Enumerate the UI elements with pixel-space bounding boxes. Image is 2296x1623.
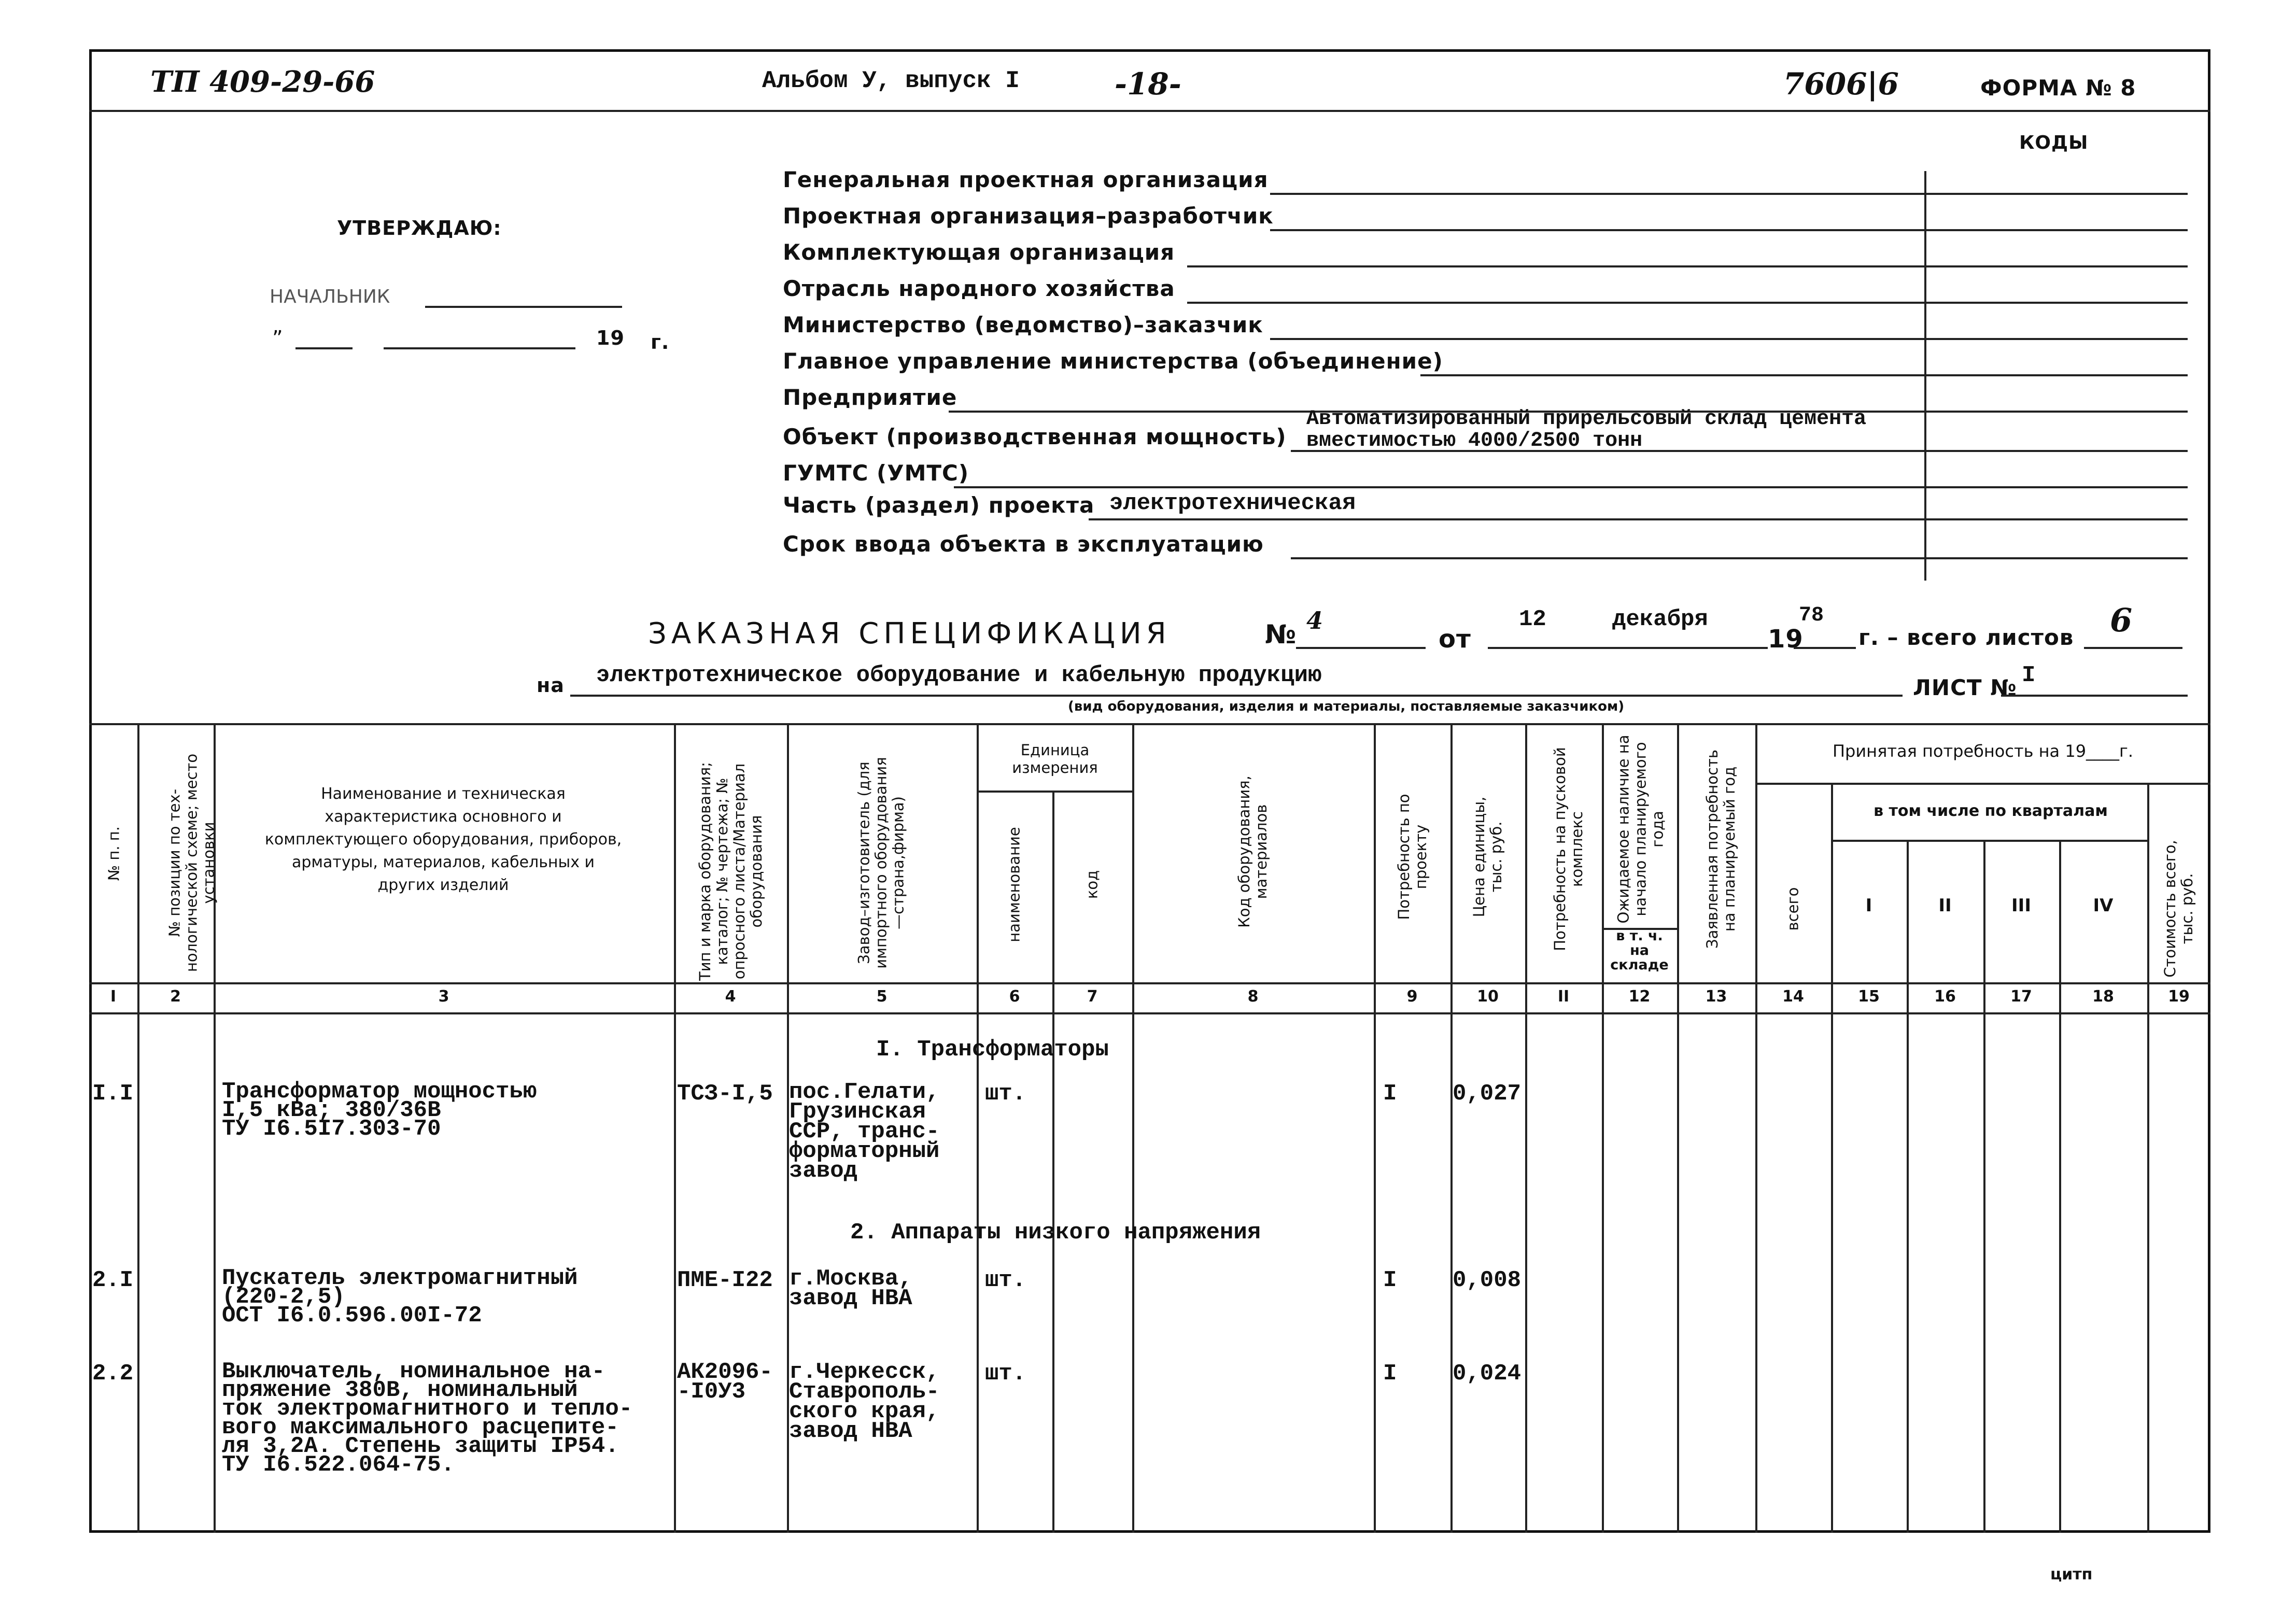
row-number: 2.I bbox=[92, 1267, 134, 1293]
col-head-quarters-group: в том числе по кварталам bbox=[1874, 802, 2108, 820]
row-maker: г.Москва, завод НВА bbox=[789, 1266, 912, 1311]
col-number: 18 bbox=[2092, 987, 2114, 1006]
approve-signature-line bbox=[425, 306, 622, 308]
field-line-ministry bbox=[1270, 338, 2188, 340]
col-line-10 bbox=[1525, 723, 1527, 1533]
row-unit: шт. bbox=[985, 1081, 1026, 1107]
row-name: Трансформатор мощностью I,5 кВа; 380/36В ТУ I6.5I7.303-70 bbox=[222, 1079, 537, 1142]
row-maker: г.Черкесск, Ставрополь- ского края, завод НВА bbox=[789, 1359, 940, 1444]
field-label-enterprise: Предприятие bbox=[783, 385, 957, 410]
inventory-number: 7606|6 bbox=[1783, 66, 1899, 102]
spec-year: 78 bbox=[1799, 604, 1824, 627]
col-number: 15 bbox=[1858, 987, 1880, 1006]
spec-on-label: на bbox=[537, 674, 565, 697]
spec-subject-hint: (вид оборудования, изделия и материалы, поставляемые заказчиком) bbox=[1068, 699, 1625, 714]
col-line-12 bbox=[1677, 723, 1679, 1533]
row-number: 2.2 bbox=[92, 1361, 134, 1387]
col-head-17: III bbox=[2011, 895, 2031, 916]
col-number: 12 bbox=[1628, 987, 1651, 1006]
col-number: 16 bbox=[1934, 987, 1956, 1006]
approve-year-prefix: 19 bbox=[596, 327, 625, 349]
spec-sheet-label: ЛИСТ № bbox=[1913, 675, 2017, 700]
col-line-8 bbox=[1374, 723, 1376, 1533]
col-head-2: № позиции по технологической схеме; место установки bbox=[165, 753, 218, 972]
row-qty: I bbox=[1383, 1267, 1397, 1293]
col-line-18 bbox=[2147, 783, 2149, 1533]
col-number: 14 bbox=[1782, 987, 1804, 1006]
col-head-12: Ожидаемое наличие на начало планируемого года bbox=[1614, 735, 1667, 924]
col-number: II bbox=[1557, 987, 1570, 1006]
col-head-6: наименование bbox=[1005, 827, 1023, 942]
spec-sheet-line bbox=[2001, 695, 2188, 697]
spec-no-label: № bbox=[1265, 619, 1297, 650]
field-label-supply-org: Комплектующая организация bbox=[783, 239, 1175, 265]
spec-year-suffix: г. – всего листов bbox=[1858, 625, 2074, 650]
col-number: 10 bbox=[1477, 987, 1499, 1006]
field-label-main-directorate: Главное управление министерства (объединение) bbox=[783, 348, 1443, 374]
col-head-11: Потребность на пусковой комплекс bbox=[1551, 747, 1586, 951]
col-head-accepted-group: Принятая потребность на 19____г. bbox=[1832, 741, 2134, 761]
approve-position: НАЧАЛЬНИК bbox=[270, 286, 390, 307]
page-number: -18- bbox=[1115, 66, 1181, 102]
spec-sheets-line bbox=[2084, 647, 2182, 649]
field-label-general-org: Генеральная проектная организация bbox=[783, 167, 1269, 192]
row-qty: I bbox=[1383, 1361, 1397, 1387]
table-numbers-bottom bbox=[89, 1012, 2210, 1014]
spec-from-label: от bbox=[1439, 625, 1471, 654]
col-line-11 bbox=[1602, 723, 1604, 1533]
col-number: 4 bbox=[725, 987, 736, 1006]
row-unit: шт. bbox=[985, 1361, 1026, 1387]
spec-no-value: 4 bbox=[1306, 606, 1323, 634]
col-head-9: Потребность по проекту bbox=[1395, 794, 1430, 920]
col-number: 7 bbox=[1087, 987, 1098, 1006]
field-line-commissioning bbox=[1291, 557, 2188, 559]
col-head-5: Завод–изготовитель (для импортного оборудования —страна,фирма) bbox=[855, 757, 907, 969]
row-maker: пос.Гелати, Грузинская ССР, транс- форматорный завод bbox=[789, 1079, 940, 1184]
col-head-1: № п. п. bbox=[105, 826, 123, 881]
field-line-object bbox=[1291, 450, 2188, 452]
approve-title: УТВЕРЖДАЮ: bbox=[337, 217, 502, 239]
col-head-13: Заявленная потребность на планируемый год bbox=[1703, 750, 1738, 949]
approve-month-line bbox=[384, 347, 575, 349]
col-line-16 bbox=[1983, 840, 1985, 1533]
row-price: 0,027 bbox=[1453, 1081, 1522, 1107]
col-number: 9 bbox=[1406, 987, 1418, 1006]
col-number: 2 bbox=[170, 987, 181, 1006]
table-top bbox=[89, 723, 2210, 725]
row-name: Выключатель, номинальное на- пряжение 380В, номинальный ток электромагнитного и тепло- вого максимального расцепите- ля 3,2А. Степень защиты IP54. ТУ I6.522.064-75. bbox=[222, 1359, 633, 1478]
row-unit: шт. bbox=[985, 1267, 1026, 1293]
spec-day: 12 bbox=[1519, 606, 1546, 632]
spec-subject: электротехническое оборудование и кабельную продукцию bbox=[596, 662, 1322, 688]
spec-title: ЗАКАЗНАЯ СПЕЦИФИКАЦИЯ bbox=[648, 617, 1171, 651]
quarters-group-line bbox=[1831, 840, 2147, 842]
field-label-ministry: Министерство (ведомство)–заказчик bbox=[783, 312, 1263, 337]
approve-date-quote: ” bbox=[272, 327, 283, 350]
field-line-project-part bbox=[1089, 518, 2188, 520]
field-value-project-part: электротехническая bbox=[1109, 490, 1356, 516]
col-head-19: Стоимость всего, тыс. руб. bbox=[2161, 840, 2196, 978]
field-label-commissioning: Срок ввода объекта в эксплуатацию bbox=[783, 531, 1264, 557]
footer-stamp: цитп bbox=[2050, 1565, 2093, 1584]
spec-month: декабря bbox=[1612, 606, 1708, 632]
col-number: 3 bbox=[438, 987, 449, 1006]
col-line-6 bbox=[1052, 791, 1054, 1533]
field-value-object: Автоматизированный прирельсовый склад цемента вместимостью 4000/2500 тонн bbox=[1306, 407, 1867, 453]
field-label-project-part: Часть (раздел) проекта bbox=[783, 492, 1095, 518]
col-number: I bbox=[110, 987, 117, 1006]
header-divider bbox=[89, 110, 2210, 112]
spec-no-line bbox=[1296, 647, 1426, 649]
col-head-4: Тип и марка оборудования; каталог; № чертежа; № опросного листа/Материал оборудования bbox=[696, 762, 765, 981]
field-line-main-directorate bbox=[1420, 374, 2188, 376]
album-title: Альбом У, выпуск I bbox=[762, 67, 1020, 94]
section-title: 2. Аппараты низкого напряжения bbox=[850, 1220, 1261, 1246]
col-number: 19 bbox=[2168, 987, 2190, 1006]
field-line-general-org bbox=[1270, 193, 2188, 195]
row-type: ТСЗ-I,5 bbox=[677, 1081, 773, 1107]
spec-year-prefix: 19 bbox=[1768, 625, 1804, 654]
field-label-design-org: Проектная организация–разработчик bbox=[783, 203, 1274, 229]
form-number: ФОРМА № 8 bbox=[1980, 75, 2136, 101]
col-line-7 bbox=[1132, 723, 1134, 1533]
col-number: 5 bbox=[876, 987, 888, 1006]
col-line-13 bbox=[1755, 723, 1757, 1533]
row-price: 0,024 bbox=[1453, 1361, 1522, 1387]
row-type: АК2096- -I0У3 bbox=[677, 1359, 773, 1405]
row-type: ПМЕ-I22 bbox=[677, 1267, 773, 1293]
field-label-object: Объект (производственная мощность) bbox=[783, 424, 1287, 449]
col-head-8: Код оборудования, материалов bbox=[1235, 775, 1270, 928]
col-head-14: всего bbox=[1784, 887, 1802, 931]
spec-subject-line bbox=[570, 695, 1903, 697]
col-number: 17 bbox=[2010, 987, 2032, 1006]
approve-year-suffix: г. bbox=[651, 331, 670, 354]
row-price: 0,008 bbox=[1453, 1267, 1522, 1293]
doc-code: ТП 409-29-66 bbox=[150, 65, 375, 99]
col-line-14 bbox=[1831, 783, 1833, 1533]
field-line-design-org bbox=[1270, 229, 2188, 231]
table-header-bottom bbox=[89, 982, 2210, 984]
codes-label: КОДЫ bbox=[2019, 132, 2089, 153]
col-head-10: Цена единицы, тыс. руб. bbox=[1470, 796, 1505, 918]
col-line-5 bbox=[977, 723, 979, 1533]
row-number: I.I bbox=[92, 1081, 134, 1107]
approve-day-line bbox=[295, 347, 353, 349]
col-number: 8 bbox=[1247, 987, 1259, 1006]
field-line-supply-org bbox=[1187, 265, 2188, 267]
col-line-1 bbox=[137, 723, 139, 1533]
unit-group-line bbox=[977, 791, 1132, 793]
accepted-group-line bbox=[1755, 783, 2210, 785]
col-line-9 bbox=[1450, 723, 1453, 1533]
spec-year-line bbox=[1794, 647, 1856, 649]
spec-sheets-total: 6 bbox=[2110, 601, 2133, 639]
col-line-17 bbox=[2059, 840, 2061, 1533]
field-label-industry: Отрасль народного хозяйства bbox=[783, 276, 1175, 301]
col-head-7: код bbox=[1083, 870, 1101, 899]
col-head-unit-group: Единица измерения bbox=[1012, 741, 1098, 777]
col-line-15 bbox=[1907, 840, 1909, 1533]
row-name: Пускатель электромагнитный (220-2,5) ОСТ I6.0.596.00I-72 bbox=[222, 1265, 578, 1329]
col-head-3: Наименование и техническая характеристика основного и комплектующего оборудования, приборов, арматуры, материалов, кабельных и других изделий bbox=[264, 785, 622, 894]
col-number: 6 bbox=[1009, 987, 1020, 1006]
section-title: I. Трансформаторы bbox=[876, 1037, 1109, 1063]
col-head-16: II bbox=[1938, 895, 1952, 916]
col-line-3 bbox=[674, 723, 676, 1533]
spec-sheet-no: I bbox=[2022, 662, 2036, 688]
spec-date-line bbox=[1488, 647, 1768, 649]
col-head-12b: в т. ч. на складе bbox=[1610, 928, 1669, 973]
field-line-industry bbox=[1187, 302, 2188, 304]
field-line-gumts bbox=[954, 486, 2188, 488]
col-head-18: IV bbox=[2093, 895, 2114, 916]
col-number: 13 bbox=[1705, 987, 1727, 1006]
col-head-15: I bbox=[1865, 895, 1872, 916]
field-label-gumts: ГУМТС (УМТС) bbox=[783, 460, 969, 486]
row-qty: I bbox=[1383, 1081, 1397, 1107]
